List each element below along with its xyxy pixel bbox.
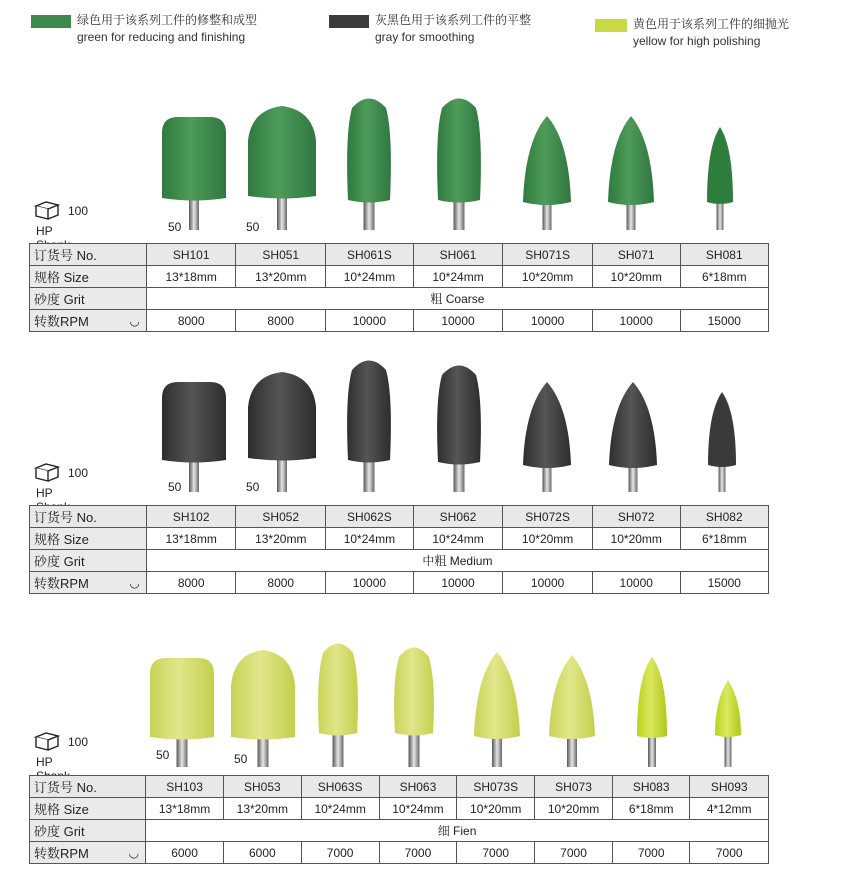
size-row (30, 798, 769, 820)
cone-point (474, 652, 520, 739)
flame-point (318, 644, 358, 736)
cylinder-point (162, 382, 226, 463)
rpm-row (30, 572, 769, 594)
shank-qty: 100 (68, 466, 89, 480)
order-no-cell: SH102 (146, 506, 236, 528)
size-mark: 50 (168, 220, 182, 234)
size-cell: 10*20mm (592, 528, 680, 550)
flame-point (347, 99, 391, 203)
order-no-cell: SH061S (326, 244, 414, 266)
flame-point (347, 361, 391, 463)
cone-point (523, 382, 571, 468)
legend-green-en: green for reducing and finishing (77, 30, 246, 44)
shank-label: HP (36, 224, 53, 238)
size-cell: 13*18mm (146, 798, 224, 820)
shank-shaft (333, 730, 344, 767)
size-cell: 10*20mm (592, 266, 680, 288)
legend-yellow-en: yellow for high polishing (633, 34, 761, 48)
shank-label: HP (36, 755, 53, 769)
order-no-row (30, 244, 769, 266)
rotation-icon: ◡ (129, 314, 140, 328)
shank-qty: 100 (68, 735, 89, 749)
shank-shaft (717, 200, 724, 230)
legend-yellow-zh: 黄色用于该系列工件的细抛光 (633, 17, 790, 31)
size-cell: 13*20mm (223, 798, 301, 820)
rpm-cell: 10000 (413, 572, 503, 594)
order-no-cell: SH061 (413, 244, 503, 266)
order-no-cell: SH081 (680, 244, 768, 266)
rotation-icon: ◡ (129, 576, 140, 590)
order-no-cell: SH063S (301, 776, 379, 798)
size-mark: 50 (246, 480, 260, 494)
spec-table-yellow (29, 775, 769, 864)
size-cell: 10*20mm (535, 798, 613, 820)
rpm-cell: 10000 (503, 310, 593, 332)
shank-label: HP (36, 486, 53, 500)
legend-gray-zh: 灰黑色用于该系列工件的平整 (375, 13, 532, 27)
size-mark: 50 (246, 220, 260, 234)
order-no-cell: SH062S (326, 506, 414, 528)
rpm-cell: 10000 (413, 310, 503, 332)
size-row (30, 266, 769, 288)
order-no-cell: SH073 (535, 776, 613, 798)
bullet-point (248, 106, 316, 199)
order-no-cell: SH082 (680, 506, 768, 528)
size-label: 规格 Size (30, 798, 146, 820)
rpm-cell: 7000 (535, 842, 613, 864)
cylinder-point (162, 117, 226, 201)
grit-label: 砂度 Grit (30, 550, 147, 572)
size-cell: 4*12mm (690, 798, 769, 820)
size-cell: 10*20mm (503, 266, 593, 288)
size-cell: 6*18mm (612, 798, 690, 820)
rpm-label: 转数RPM (34, 846, 89, 861)
size-cell: 13*20mm (236, 528, 326, 550)
rpm-cell: 8000 (146, 310, 236, 332)
rpm-cell: 8000 (236, 572, 326, 594)
order-no-label: 订货号 No. (30, 776, 146, 798)
order-no-cell: SH101 (146, 244, 236, 266)
narrow-cone-point (708, 392, 736, 467)
narrow-cone-point (637, 657, 667, 738)
order-no-cell: SH071 (592, 244, 680, 266)
rpm-cell: 10000 (592, 310, 680, 332)
size-cell: 13*18mm (146, 266, 236, 288)
size-cell: 10*20mm (457, 798, 535, 820)
grit-row (30, 820, 769, 842)
rpm-cell: 7000 (301, 842, 379, 864)
rpm-cell: 7000 (690, 842, 769, 864)
order-no-cell: SH071S (503, 244, 593, 266)
size-cell: 10*24mm (301, 798, 379, 820)
rpm-cell: 7000 (379, 842, 457, 864)
size-row (30, 528, 769, 550)
spec-table-gray (29, 505, 769, 594)
size-cell: 10*24mm (379, 798, 457, 820)
size-mark: 50 (156, 748, 170, 762)
rpm-row (30, 310, 769, 332)
shank-shaft (409, 730, 420, 767)
rpm-cell: 10000 (503, 572, 593, 594)
size-cell: 10*24mm (413, 266, 503, 288)
size-mark: 50 (168, 480, 182, 494)
box-icon (34, 462, 60, 482)
narrow-cone-point (715, 680, 741, 737)
order-no-cell: SH062 (413, 506, 503, 528)
cone-point (608, 116, 654, 205)
size-label: 规格 Size (30, 266, 147, 288)
rpm-cell: 7000 (457, 842, 535, 864)
size-cell: 10*20mm (503, 528, 593, 550)
size-cell: 6*18mm (680, 266, 768, 288)
rpm-cell: 15000 (680, 572, 768, 594)
rpm-cell: 10000 (592, 572, 680, 594)
size-mark: 50 (234, 752, 248, 766)
grit-cell: 细 Fien (146, 820, 769, 842)
size-cell: 10*24mm (326, 266, 414, 288)
bullet-point (248, 372, 316, 461)
size-cell: 10*24mm (326, 528, 414, 550)
grit-row (30, 288, 769, 310)
rpm-cell: 8000 (146, 572, 236, 594)
rpm-cell: 15000 (680, 310, 768, 332)
order-no-row (30, 776, 769, 798)
shank-shaft (277, 193, 287, 230)
order-no-cell: SH072 (592, 506, 680, 528)
rpm-cell: 8000 (236, 310, 326, 332)
cone-point (523, 116, 571, 205)
shank-shaft (725, 732, 732, 767)
order-no-cell: SH072S (503, 506, 593, 528)
order-no-cell: SH052 (236, 506, 326, 528)
size-cell: 13*20mm (236, 266, 326, 288)
rpm-label: 转数RPM (34, 314, 89, 329)
narrow-cone-point (707, 127, 733, 204)
order-no-cell: SH063 (379, 776, 457, 798)
rpm-cell: 6000 (146, 842, 224, 864)
spec-table-green (29, 243, 769, 332)
order-no-cell: SH073S (457, 776, 535, 798)
grit-cell: 粗 Coarse (146, 288, 768, 310)
legend-green-zh: 绿色用于该系列工件的修整和成型 (77, 13, 258, 27)
shank-shaft (189, 458, 199, 492)
order-no-row (30, 506, 769, 528)
order-no-cell: SH051 (236, 244, 326, 266)
rpm-cell: 10000 (326, 572, 414, 594)
cone-point (549, 655, 595, 739)
rpm-cell: 7000 (612, 842, 690, 864)
rpm-row (30, 842, 769, 864)
flame-point (394, 648, 434, 736)
flame-point (437, 99, 481, 203)
order-no-label: 订货号 No. (30, 506, 147, 528)
size-cell: 10*24mm (413, 528, 503, 550)
bullet-point (231, 650, 295, 740)
flame-point (437, 366, 481, 465)
rpm-cell: 6000 (223, 842, 301, 864)
box-icon (34, 200, 60, 220)
cone-point (609, 382, 657, 468)
rotation-icon: ◡ (128, 846, 140, 860)
shank-qty: 100 (68, 204, 89, 218)
size-label: 规格 Size (30, 528, 147, 550)
order-no-label: 订货号 No. (30, 244, 147, 266)
shank-shaft (648, 733, 656, 767)
rpm-cell: 10000 (326, 310, 414, 332)
grit-row (30, 550, 769, 572)
order-no-cell: SH083 (612, 776, 690, 798)
size-cell: 6*18mm (680, 528, 768, 550)
box-icon (34, 731, 60, 751)
order-no-cell: SH053 (223, 776, 301, 798)
order-no-cell: SH103 (146, 776, 224, 798)
legend-gray-en: gray for smoothing (375, 30, 475, 44)
size-cell: 13*18mm (146, 528, 236, 550)
order-no-cell: SH093 (690, 776, 769, 798)
cylinder-point (150, 658, 214, 740)
rpm-label: 转数RPM (34, 576, 89, 591)
grit-cell: 中粗 Medium (146, 550, 768, 572)
grit-label: 砂度 Grit (30, 820, 146, 842)
shank-shaft (277, 456, 287, 492)
grit-label: 砂度 Grit (30, 288, 147, 310)
